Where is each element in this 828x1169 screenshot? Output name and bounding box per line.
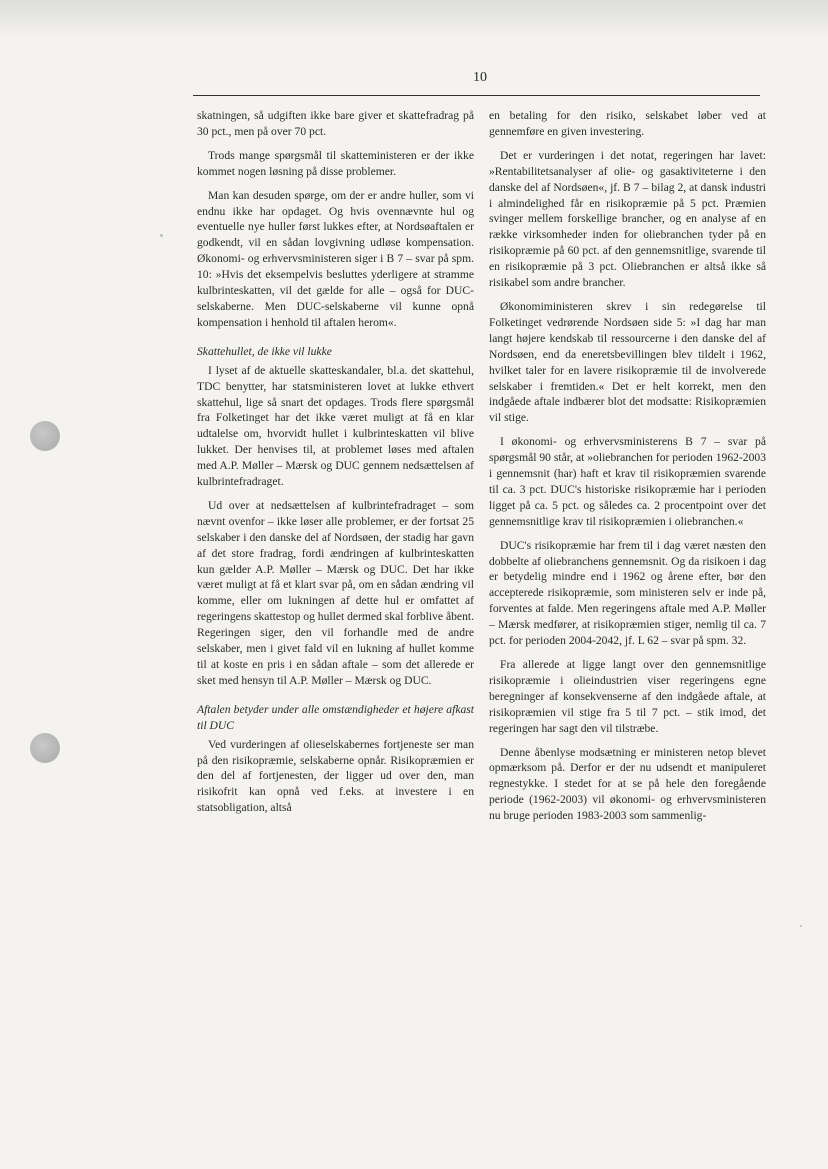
paragraph: Det er vurderingen i det notat, regeringen har lavet: »Rentabilitetsanalyser af olie- og gasaktiviteterne i den danske del af Nordsøen«, jf. B 7 – bilag 2, at dansk industri i almindelighed får en risikopræmie på 5 pct. Præmien svinger mellem forskellige brancher, og en analyse af en række virksomheder inden for oliebranchen tyder på en risikopræmie på 60 pct. af den gennemsnitlige, svarende til en risikopræmie på 3 pct. Oliebranchen er altså ikke så risikabel som andre brancher. bbox=[489, 148, 766, 290]
scan-speck bbox=[800, 925, 802, 927]
paragraph: Økonomiministeren skrev i sin redegørelse til Folketinget vedrørende Nordsøen side 5: »I dag har man langt højere kendskab til ressourcerne i den danske del af Nordsøen, end da eneretsbevillingen blev tildelt i 1962, hvilket taler for en lavere risikopræmie til de involverede selskaber i fremtiden.« Det er helt korrekt, men den indgåede aftale indbærer blot det modsatte: Risikopræmien vil stige. bbox=[489, 299, 766, 425]
paragraph: I lyset af de aktuelle skatteskandaler, bl.a. det skattehul, TDC benytter, har statsministeren lovet at lukke ethvert skattehul, lige så snart det opdages. Trods flere spørgsmål fra Folketinget har det ikke været muligt at få en klar udtalelse om, hvorvidt hullet i kulbrinteskatten vil blive lukket. Der henvises til, at problemet løses med aftalen med A.P. Møller – Mærsk og DUC gennem nedsættelsen af kulbrintefradraget. bbox=[197, 363, 474, 489]
scan-shadow bbox=[0, 0, 828, 40]
punch-hole-lower bbox=[30, 733, 60, 763]
paragraph: Denne åbenlyse modsætning er ministeren netop blevet opmærksom på. Derfor er der nu udsendt et manipuleret regnestykke. I stedet for at se på hele den foregående periode (1962-2003) vil økonomi- og erhvervsministeren nu bruge perioden 1983-2003 som sammenlig- bbox=[489, 745, 766, 823]
paragraph: DUC's risikopræmie har frem til i dag været næsten den dobbelte af oliebranchens gennemsnit. Og da risikoen i dag er betydelig mindre end i 1962 og årene efter, bør den accepterede risikopræmie, som ministeren selv er inde på, forventes at falde. Men regeringens aftale med A.P. Møller – Mærsk medfører, at risikopræmien stiger, nemlig til ca. 7 pct. for perioden 2004-2042, jf. L 62 – svar på spm. 32. bbox=[489, 538, 766, 648]
scan-speck bbox=[160, 234, 163, 237]
right-column bbox=[489, 108, 766, 832]
page-number: 10 bbox=[473, 70, 487, 85]
paragraph: Fra allerede at ligge langt over den gennemsnitlige risikopræmie i olieindustrien viser regeringens egne beregninger af konsekvenserne af den indgåede aftale, at risikopræmien vil stige fra 5 til 7 pct. – stik imod, det regeringen har sagt den vil tilstræbe. bbox=[489, 658, 766, 735]
left-column bbox=[197, 108, 474, 824]
paragraph: skatningen, så udgiften ikke bare giver et skattefradrag på 30 pct., men på over 70 pct. bbox=[197, 109, 474, 138]
paragraph: Trods mange spørgsmål til skatteministeren er der ikke kommet nogen løsning på disse problemer. bbox=[197, 148, 474, 178]
section-heading: Skattehullet, de ikke vil lukke bbox=[197, 344, 332, 358]
paragraph: Man kan desuden spørge, om der er andre huller, som vi endnu ikke har opdaget. Og hvis ovennævnte hul og eventuelle nye huller først lukkes efter, at Nordsøaftalen er godkendt, vil en sådan lovgivning udløse kompensation. Økonomi- og erhvervsministeren siger i B 7 – svar på spm. 10: »Hvis det eksempelvis besluttes yderligere at stramme kulbrinteskatten, vil det gælde for alle – også for DUC-selskaberne. Men DUC-selskaberne vil kunne opnå kompensation i henhold til aftalen herom«. bbox=[197, 188, 474, 329]
punch-hole-upper bbox=[30, 421, 60, 451]
header-rule bbox=[193, 95, 760, 96]
paragraph: Ved vurderingen af olieselskabernes fortjeneste ser man på den risikopræmie, selskaberne opnår. Risikopræmien er den del af fortjenesten, der ligger ud over den, man risikofrit kan opnå ved f.eks. at investere i en statsobligation, altså bbox=[197, 737, 474, 815]
section-heading: Aftalen betyder under alle omstændigheder et højere afkast til DUC bbox=[197, 702, 474, 732]
paragraph: Ud over at nedsættelsen af kulbrintefradraget – som nævnt ovenfor – ikke løser alle problemer, er der fortsat 25 selskaber i den danske del af Nordsøen, der stadig har gavn af det store fradrag, fordi ændringen af kulbrinteskatten kun gælder A.P. Møller – Mærsk og DUC. Det har ikke været muligt at få et klart svar på, om en sådan ændring vil komme, eller om lukningen af dette hul er omfattet af regeringens skattestop og hullet dermed skal forblive åbent. Regeringen siger, den vil forhandle med de andre selskaber, men i givet fald vil en lukning af hullet komme til at koste en pris i en sådan aftale – som det allerede er sket med hensyn til A.P. Møller – Mærsk og DUC. bbox=[197, 498, 474, 687]
paragraph: I økonomi- og erhvervsministerens B 7 – svar på spørgsmål 90 står, at »oliebranchen for perioden 1962-2003 i gennemsnit (har) haft et krav til risikopræmien svarende til ca. 3 pct. DUC's historiske risikopræmie har i perioden ligget på ca. 5 pct. og således ca. 2 procentpoint over det gennemsnitlige krav til risikopræmien i oliebranchen.« bbox=[489, 435, 766, 528]
paragraph: en betaling for den risiko, selskabet løber ved at gennemføre en given investering. bbox=[489, 109, 766, 138]
